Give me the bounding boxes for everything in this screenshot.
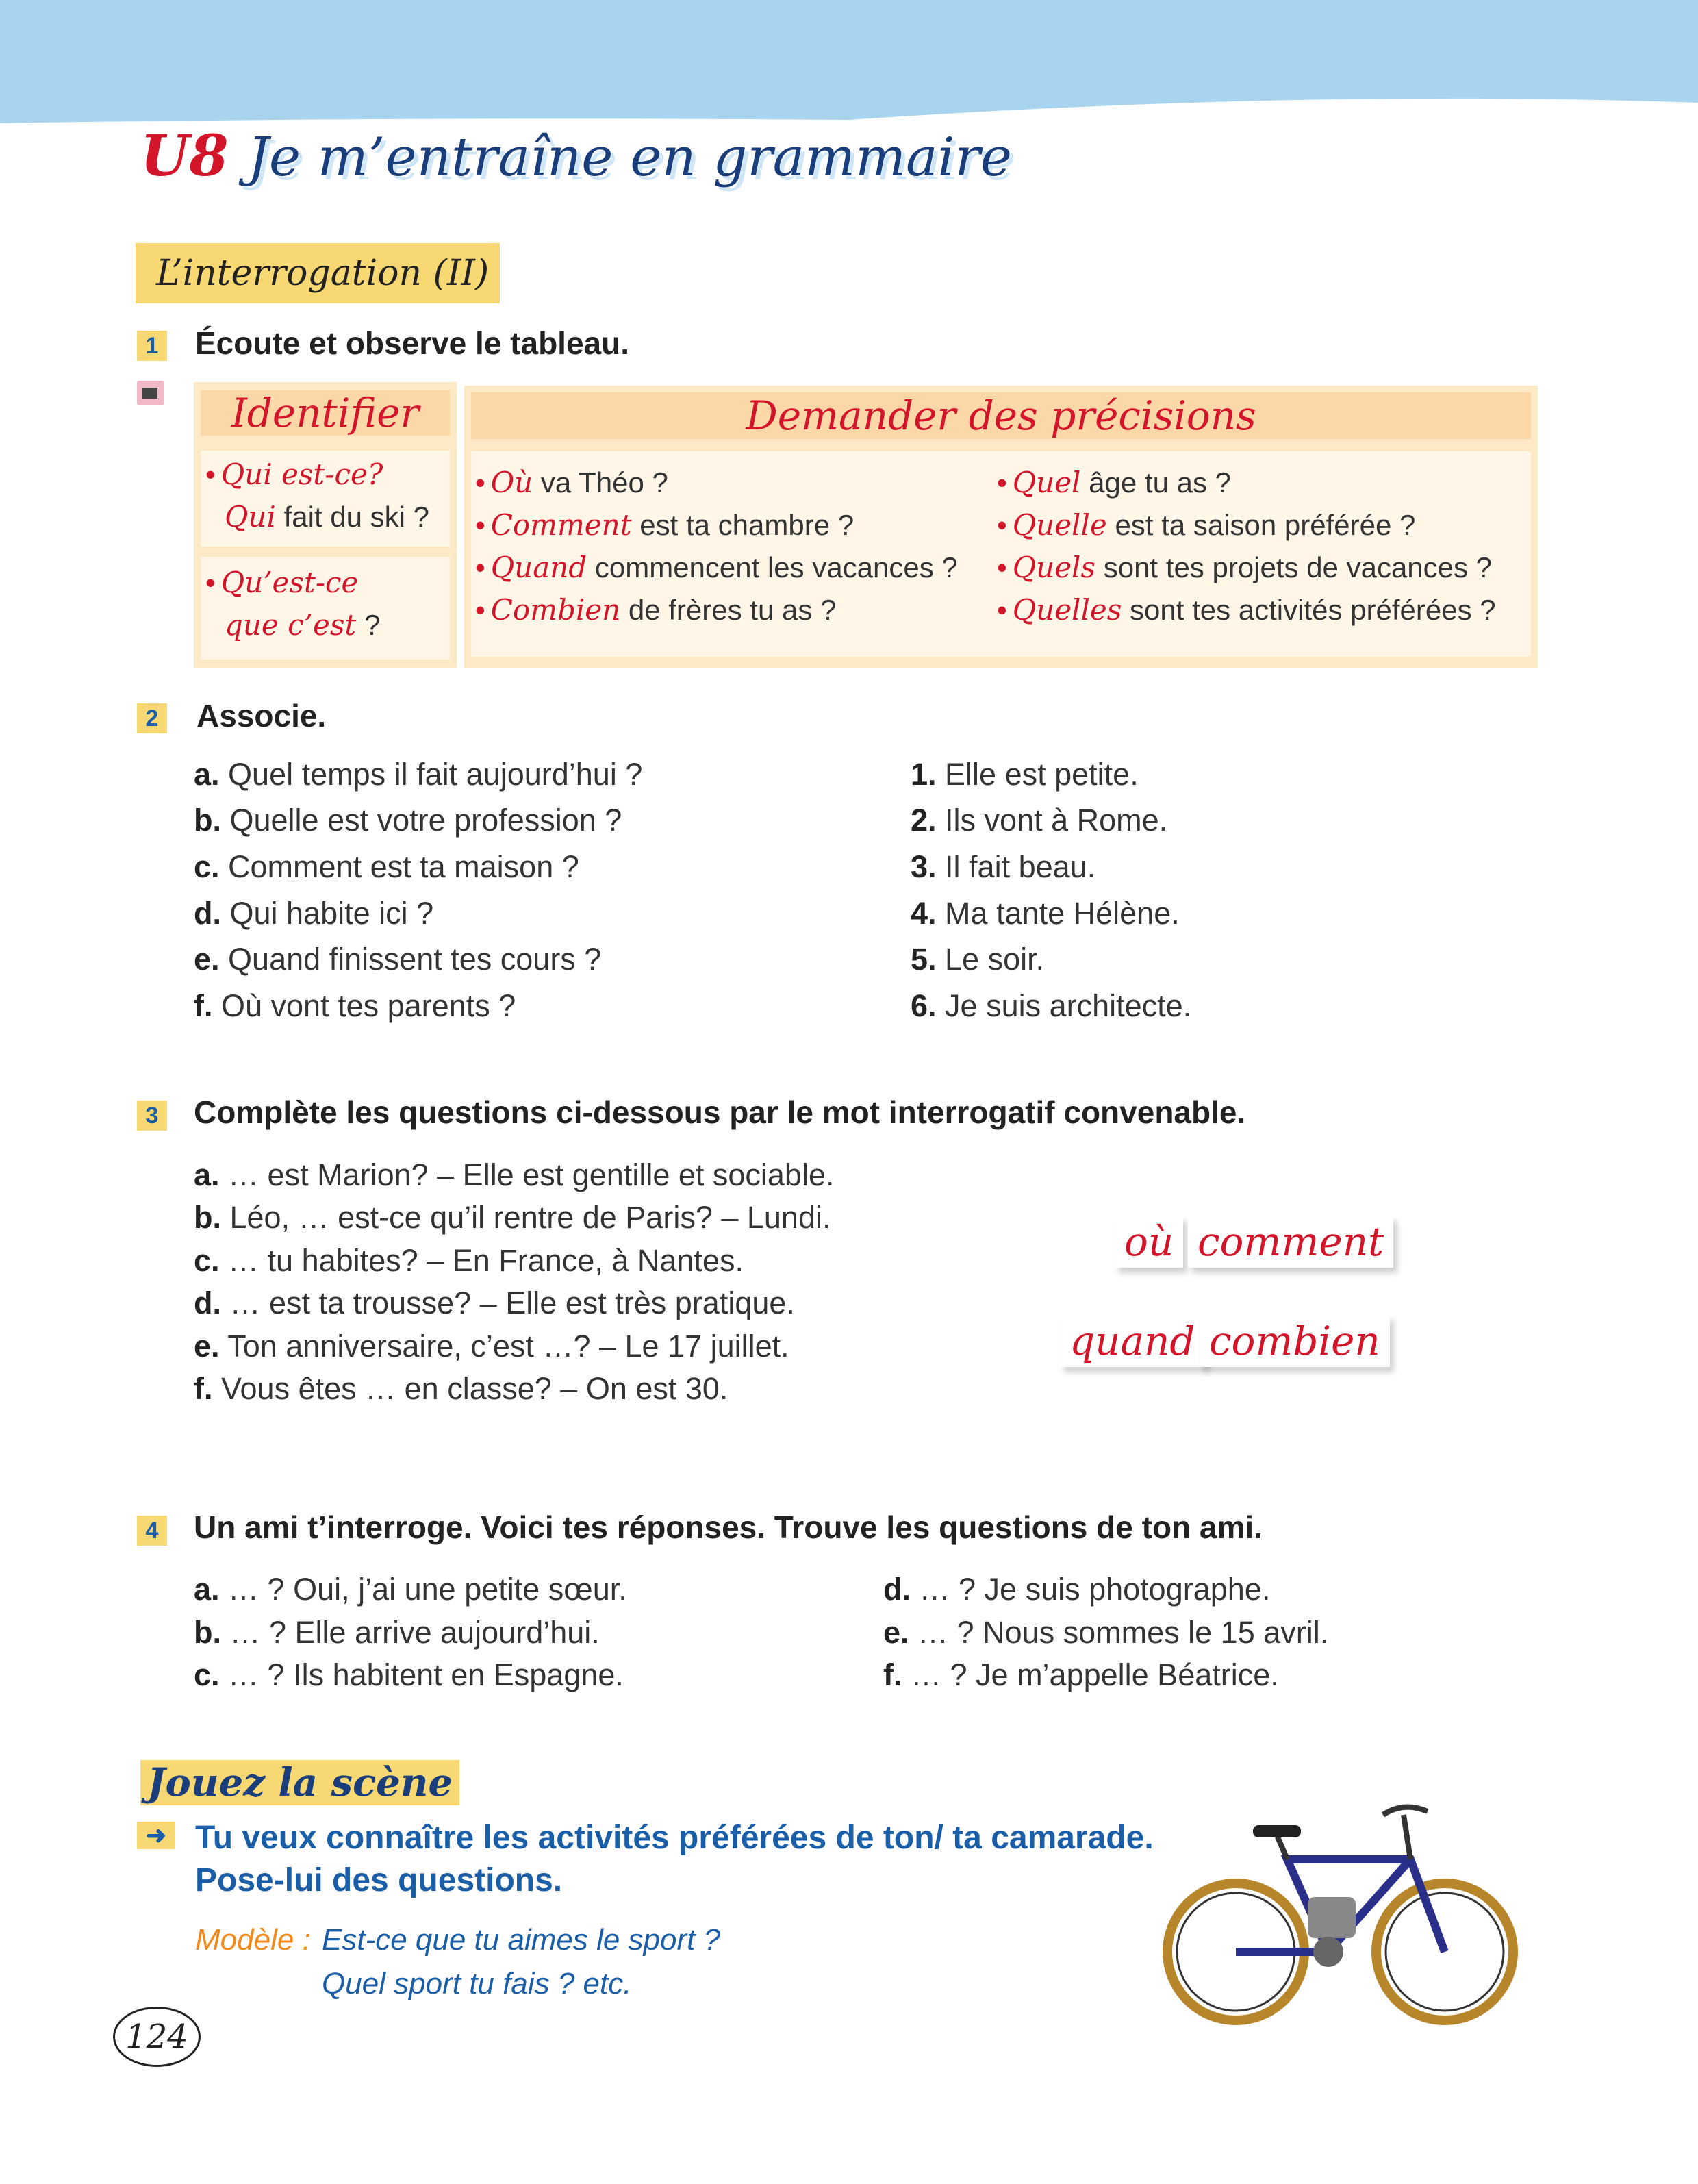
precision-item: • Quels sont tes projets de vacances ? <box>997 551 1493 584</box>
jouez-title: Jouez la scène <box>140 1760 459 1805</box>
completion-item: d. … est ta trousse? – Elle est très pratique. <box>194 1285 795 1320</box>
section-title: L’interrogation (II) <box>136 243 500 303</box>
modele-label: Modèle : <box>195 1923 311 1957</box>
identifier-item: • Qui est-ce? <box>205 457 383 491</box>
question-item: a. Quel temps il fait aujourd’hui ? <box>194 757 643 792</box>
word-card: comment <box>1188 1216 1393 1268</box>
response-item: a. … ? Oui, j’ai une petite sœur. <box>194 1572 627 1607</box>
precision-item: • Quelle est ta saison préférée ? <box>997 508 1416 542</box>
exercise-4-number: 4 <box>137 1516 167 1546</box>
completion-item: a. … est Marion? – Elle est gentille et sociable. <box>194 1157 835 1192</box>
bicycle-image <box>1157 1794 1527 2027</box>
unit-label: U8 <box>140 123 229 189</box>
modele-example-2: Quel sport tu fais ? etc. <box>322 1967 632 2000</box>
page-title: Je m’entraîne en grammaire <box>247 127 1012 188</box>
precision-item: • Quelles sont tes activités préférées ? <box>997 593 1496 627</box>
page-number: 124 <box>113 2007 201 2067</box>
completion-item: c. … tu habites? – En France, à Nantes. <box>194 1243 744 1278</box>
precision-item: • Quel âge tu as ? <box>997 466 1231 499</box>
completion-item: b. Léo, … est-ce qu’il rentre de Paris? – Lundi. <box>194 1200 831 1235</box>
word-card: quand <box>1060 1315 1205 1367</box>
answer-item: 5. Le soir. <box>911 942 1045 977</box>
identifier-item: • Qu’est-ce <box>205 566 359 599</box>
precision-item: • Quand commencent les vacances ? <box>475 551 958 584</box>
answer-item: 3. Il fait beau. <box>911 849 1096 884</box>
page-header <box>140 123 1012 189</box>
completion-item: e. Ton anniversaire, c’est …? – Le 17 juillet. <box>194 1329 789 1364</box>
exercise-1-instruction: Écoute et observe le tableau. <box>195 325 630 361</box>
question-item: c. Comment est ta maison ? <box>194 849 579 884</box>
response-item: d. … ? Je suis photographe. <box>883 1572 1271 1607</box>
precision-item: • Combien de frères tu as ? <box>475 593 837 627</box>
jouez-line-2: Pose-lui des questions. <box>195 1862 563 1898</box>
precision-item: • Où va Théo ? <box>475 466 668 499</box>
identifier-item: que c’est ? <box>225 608 381 642</box>
response-item: b. … ? Elle arrive aujourd’hui. <box>194 1615 600 1650</box>
answer-item: 4. Ma tante Hélène. <box>911 896 1180 931</box>
answer-item: 6. Je suis architecte. <box>911 988 1192 1023</box>
exercise-4-instruction: Un ami t’interroge. Voici tes réponses. Trouve les questions de ton ami. <box>194 1509 1263 1545</box>
identifier-item: Qui fait du ski ? <box>225 500 430 534</box>
question-item: e. Quand finissent tes cours ? <box>194 942 602 977</box>
exercise-3-instruction: Complète les questions ci-dessous par le mot interrogatif convenable. <box>194 1094 1246 1130</box>
jouez-line-1: Tu veux connaître les activités préférées de ton/ ta camarade. <box>195 1820 1154 1856</box>
response-item: c. … ? Ils habitent en Espagne. <box>194 1657 624 1692</box>
exercise-2-number: 2 <box>137 703 167 733</box>
word-card: combien <box>1200 1315 1390 1367</box>
question-item: b. Quelle est votre profession ? <box>194 803 622 838</box>
identifier-title: Identifier <box>201 390 450 436</box>
question-item: f. Où vont tes parents ? <box>194 988 516 1023</box>
precision-item: • Comment est ta chambre ? <box>475 508 854 542</box>
exercise-3-number: 3 <box>137 1101 167 1131</box>
exercise-1-number: 1 <box>137 331 167 361</box>
response-item: e. … ? Nous sommes le 15 avril. <box>883 1615 1329 1650</box>
response-item: f. … ? Je m’appelle Béatrice. <box>883 1657 1279 1692</box>
completion-item: f. Vous êtes … en classe? – On est 30. <box>194 1371 728 1406</box>
answer-item: 2. Ils vont à Rome. <box>911 803 1168 838</box>
word-card: où <box>1115 1216 1183 1268</box>
video-icon[interactable] <box>137 381 164 405</box>
precisions-title: Demander des précisions <box>471 392 1531 439</box>
modele-example-1: Est-ce que tu aimes le sport ? <box>322 1923 721 1957</box>
answer-item: 1. Elle est petite. <box>911 757 1139 792</box>
arrow-icon: ➜ <box>137 1822 175 1849</box>
question-item: d. Qui habite ici ? <box>194 896 434 931</box>
exercise-2-instruction: Associe. <box>197 698 327 733</box>
sky-banner <box>0 0 1698 130</box>
